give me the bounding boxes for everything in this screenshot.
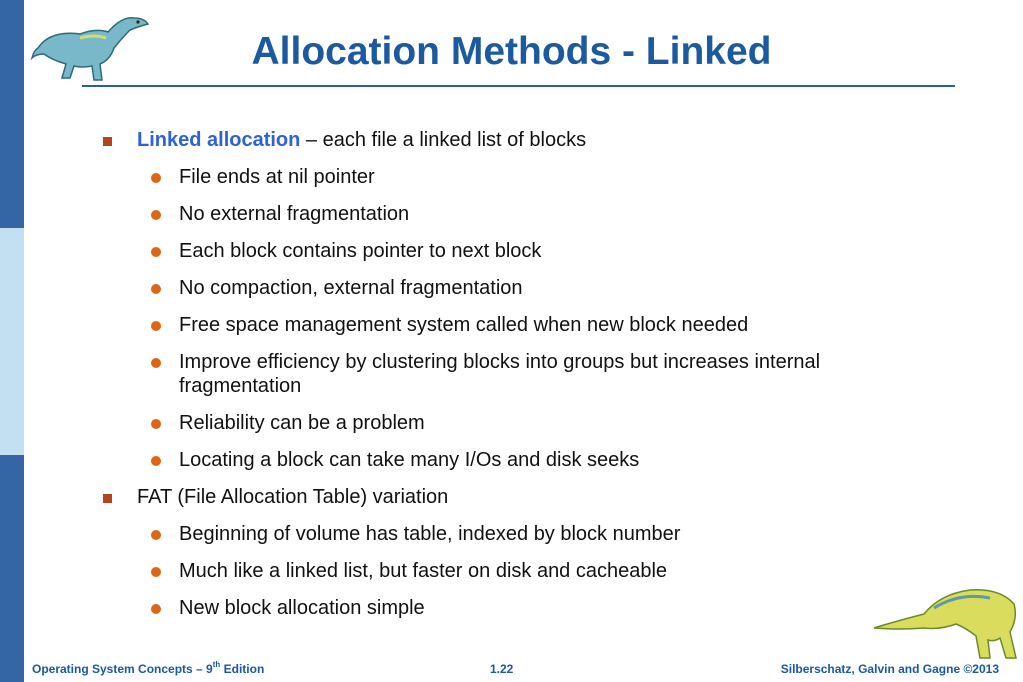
sub-bullet-text: Reliability can be a problem [179, 412, 425, 434]
dot-bullet-icon [151, 604, 161, 614]
dot-bullet-icon [151, 210, 161, 220]
sub-bullet [100, 448, 940, 472]
slide-title: Allocation Methods - Linked [251, 30, 772, 73]
bullet-fat-variation [100, 485, 940, 509]
dot-bullet-icon [151, 321, 161, 331]
sub-bullet-text: File ends at nil pointer [179, 166, 375, 188]
footer-copyright: Silberschatz, Galvin and Gagne ©2013 [780, 662, 999, 676]
sub-bullet [100, 202, 940, 226]
sub-bullet-text: Locating a block can take many I/Os and disk seeks [179, 449, 640, 471]
sub-bullet [100, 411, 940, 435]
title-divider [82, 85, 955, 87]
dinosaur-icon [870, 584, 1020, 664]
square-bullet-icon [103, 137, 112, 146]
bullet-text: FAT (File Allocation Table) variation [137, 486, 449, 508]
sub-bullet-text: Free space management system called when new block needed [179, 314, 749, 336]
sub-bullet [100, 313, 940, 337]
sub-bullet-text: Each block contains pointer to next block [179, 240, 542, 262]
sub-bullet [100, 276, 940, 300]
sub-bullet [100, 596, 940, 620]
left-sidebar-band [0, 0, 24, 682]
sub-bullet-text: No compaction, external fragmentation [179, 277, 523, 299]
slide-content [100, 128, 940, 633]
footer-book-title: Operating System Concepts – 9th Edition [32, 660, 265, 676]
dot-bullet-icon [151, 456, 161, 466]
dot-bullet-icon [151, 530, 161, 540]
sub-bullet [100, 239, 940, 263]
footer-page-number: 1.22 [490, 662, 514, 676]
sub-bullet [100, 350, 940, 398]
sub-bullet [100, 522, 940, 546]
dot-bullet-icon [151, 284, 161, 294]
sub-bullet-text: Beginning of volume has table, indexed by block number [179, 523, 681, 545]
sub-bullet-text: No external fragmentation [179, 203, 410, 225]
sub-bullet-text: New block allocation simple [179, 597, 425, 619]
bullet-text: – each file a linked list of blocks [300, 129, 587, 151]
sub-bullet-text: Much like a linked list, but faster on disk and cacheable [179, 560, 668, 582]
sub-bullet [100, 559, 940, 583]
dot-bullet-icon [151, 419, 161, 429]
sidebar-segment-middle [0, 228, 24, 455]
sub-bullet-text: Improve efficiency by clustering blocks into groups but increases internal fragmentation [179, 351, 821, 397]
sub-bullet [100, 165, 940, 189]
dot-bullet-icon [151, 567, 161, 577]
highlight-term: Linked allocation [137, 129, 301, 151]
dot-bullet-icon [151, 173, 161, 183]
dot-bullet-icon [151, 247, 161, 257]
dot-bullet-icon [151, 358, 161, 368]
sidebar-segment-bottom [0, 455, 24, 682]
bullet-linked-allocation [100, 128, 940, 152]
square-bullet-icon [103, 494, 112, 503]
